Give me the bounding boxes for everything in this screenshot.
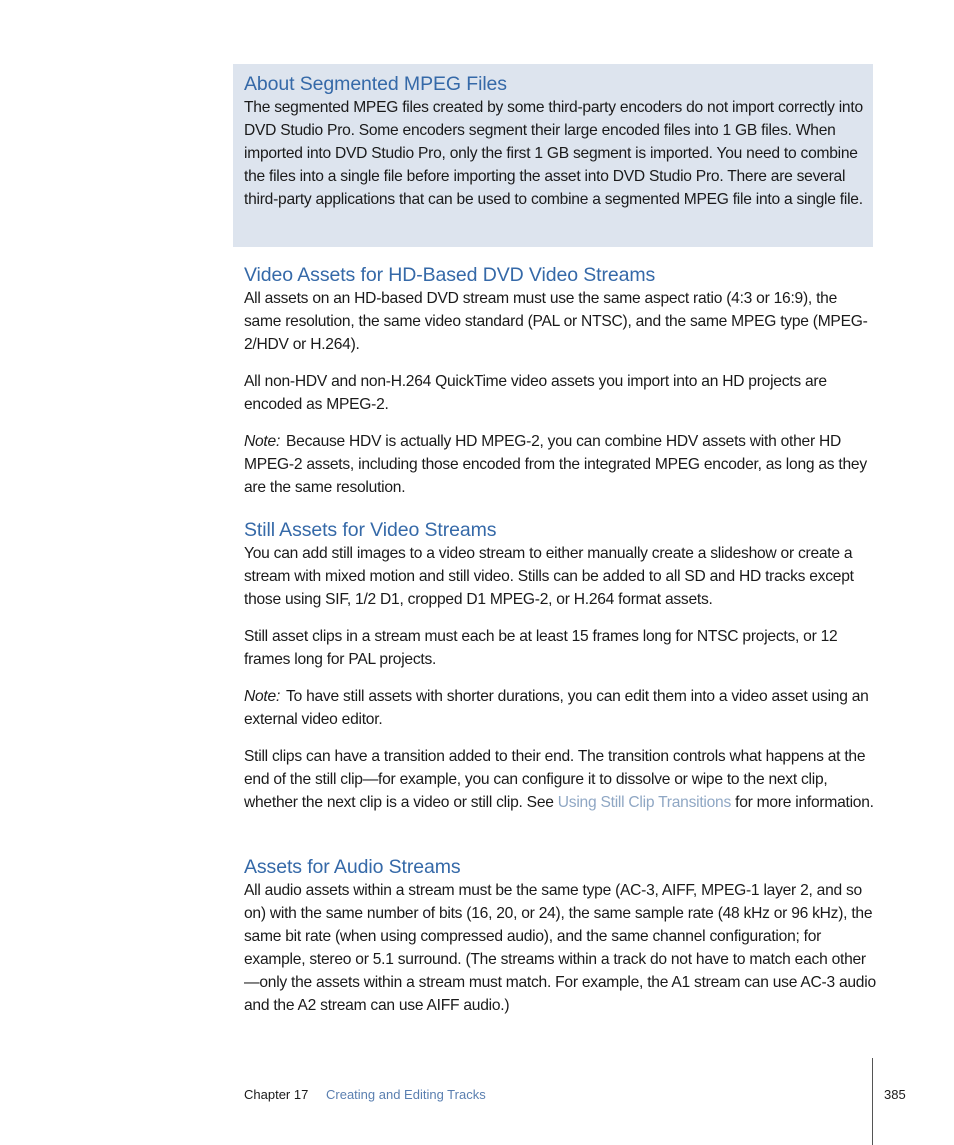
section-hd-paragraph-2: All non-HDV and non-H.264 QuickTime video assets you import into an HD projects are encoded as MPEG-2. (244, 373, 827, 413)
section-still-title: Still Assets for Video Streams (244, 519, 497, 541)
note-label: Note: (244, 433, 281, 450)
section-hd-paragraph-1: All assets on an HD-based DVD stream must use the same aspect ratio (4:3 or 16:9), the same resolution, the same video standard (PAL or NTSC), and the same MPEG type (MPEG-2/HDV or H.264). (244, 290, 868, 353)
section-still-video (244, 518, 876, 814)
still-clip-transitions-link[interactable]: Using Still Clip Transitions (557, 794, 732, 811)
section-still-note (244, 685, 876, 731)
sidebar-note-content (244, 72, 876, 211)
paragraph-3-text-after: for more information. (731, 794, 874, 811)
section-audio-title: Assets for Audio Streams (244, 856, 461, 878)
sidebar-note-body: The segmented MPEG files created by some third-party encoders do not import correctly into DVD Studio Pro. Some encoders segment their large encoded files into 1 GB files. When imported into DVD Studio Pro, only the first 1 GB segment is imported. You need to combine the files into a single file before importing the asset into DVD Studio Pro. There are several third-party applications that can be used to combine a segmented MPEG file into a single file. (244, 99, 863, 208)
footer-chapter-title[interactable]: Creating and Editing Tracks (326, 1087, 486, 1102)
paragraph-3-text-before: Still clips can have a transition added to their end. The transition controls what happens at the end of the still clip—for example, you can configure it to dissolve or wipe to the next clip, whether the next clip is a video or still clip. See (244, 748, 866, 811)
section-still-paragraph-3 (244, 745, 876, 814)
footer-divider (872, 1058, 873, 1145)
footer-chapter: Chapter 17 (244, 1087, 309, 1102)
section-audio (244, 855, 876, 1017)
section-still-paragraph-1: You can add still images to a video stream to either manually create a slideshow or create a stream with mixed motion and still video. Stills can be added to all SD and HD tracks except those using SIF, 1/2 D1, cropped D1 MPEG-2, or H.264 format assets. (244, 545, 854, 608)
section-hd-video (244, 263, 876, 499)
note-text: To have still assets with shorter durations, you can edit them into a video asset using an external video editor. (244, 688, 869, 728)
note-label: Note: (244, 688, 281, 705)
section-audio-paragraph-1: All audio assets within a stream must be the same type (AC-3, AIFF, MPEG-1 layer 2, and so on) with the same number of bits (16, 20, or 24), the same sample rate (48 kHz or 96 kHz), the same bit rate (when using compressed audio), and the same channel configuration; for example, stereo or 5.1 surround. (The streams within a track do not have to match each other—only the assets within a stream must match. For example, the A1 stream can use AC-3 audio and the A2 stream can use AIFF audio.) (244, 882, 876, 1014)
sidebar-note-title: About Segmented MPEG Files (244, 73, 507, 95)
section-still-paragraph-2: Still asset clips in a stream must each be at least 15 frames long for NTSC projects, or 12 frames long for PAL projects. (244, 628, 838, 668)
section-hd-title: Video Assets for HD-Based DVD Video Streams (244, 264, 656, 286)
section-hd-note (244, 430, 876, 499)
page-number: 385 (884, 1087, 906, 1102)
note-text: Because HDV is actually HD MPEG-2, you can combine HDV assets with other HD MPEG-2 assets, including those encoded from the integrated MPEG encoder, as long as they are the same resolution. (244, 433, 867, 496)
